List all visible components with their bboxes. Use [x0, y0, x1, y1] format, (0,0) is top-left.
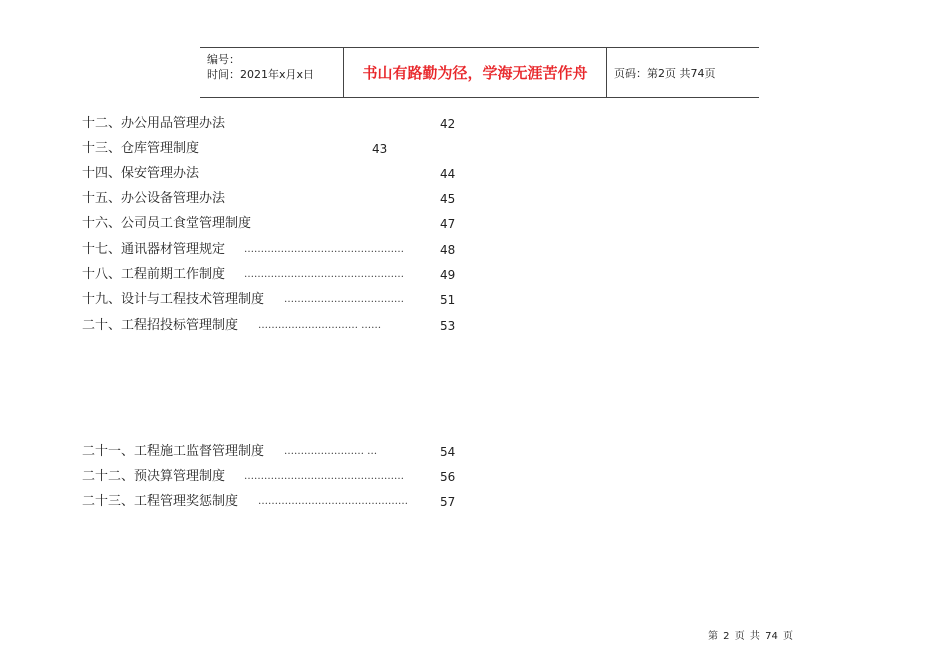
toc-title: 二十、工程招投标管理制度: [82, 318, 239, 333]
toc-title: 十四、保安管理办法: [82, 166, 200, 181]
toc-leader: ………………………………: [284, 294, 404, 305]
toc-row[interactable]: [82, 468, 462, 486]
header-meta: [200, 48, 344, 97]
toc-row[interactable]: [82, 443, 462, 461]
toc-leader: ………………………………………: [258, 496, 408, 507]
header-motto: 书山有路勤为径，学海无涯苦作舟: [344, 48, 607, 97]
toc-title: 二十二、预决算管理制度: [82, 469, 226, 484]
toc-page: 49: [440, 268, 456, 282]
toc-page: 47: [440, 217, 456, 231]
toc-leader: …………………………………………: [244, 269, 404, 280]
toc-page: 44: [440, 167, 456, 181]
toc-title: 十八、工程前期工作制度: [82, 267, 226, 282]
header-page-info: 页码：第2页 共74页: [614, 66, 716, 80]
toc-row[interactable]: [82, 266, 462, 284]
toc-leader: …………………………………………: [244, 471, 404, 482]
toc-title: 十九、设计与工程技术管理制度: [82, 292, 265, 307]
toc-leader: …………………………………………: [244, 244, 404, 255]
toc-page: 48: [440, 243, 456, 257]
toc-page: 45: [440, 192, 456, 206]
page-header: [200, 47, 759, 98]
toc-title: 十三、仓库管理制度: [82, 141, 200, 156]
toc-title: 二十一、工程施工监督管理制度: [82, 444, 265, 459]
toc-page: 56: [440, 470, 456, 484]
toc-title: 十六、公司员工食堂管理制度: [82, 216, 252, 231]
doc-date: 时间：2021年x月x日: [207, 68, 315, 81]
toc-row[interactable]: [82, 241, 462, 259]
toc-page: 57: [440, 495, 456, 509]
toc-row[interactable]: [82, 493, 462, 511]
doc-number-label: 编号：: [207, 53, 240, 66]
toc-title: 二十三、工程管理奖惩制度: [82, 494, 239, 509]
toc-row[interactable]: [82, 140, 462, 158]
toc-row[interactable]: [82, 291, 462, 309]
toc-title: 十二、办公用品管理办法: [82, 116, 226, 131]
toc-row[interactable]: [82, 165, 462, 183]
toc-row[interactable]: [82, 190, 462, 208]
toc-page: 43: [372, 142, 388, 156]
toc-page: 53: [440, 319, 456, 333]
toc-leader: …………………… …: [284, 446, 378, 457]
toc-row[interactable]: [82, 317, 462, 335]
page-footer: 第 2 页 共 74 页: [708, 631, 793, 642]
toc-row[interactable]: [82, 115, 462, 133]
toc-title: 十五、办公设备管理办法: [82, 191, 226, 206]
toc-page: 51: [440, 293, 456, 307]
toc-page: 54: [440, 445, 456, 459]
toc-page: 42: [440, 117, 456, 131]
toc-title: 十七、通讯器材管理规定: [82, 242, 226, 257]
toc-leader: ………………………… ……: [258, 320, 382, 331]
toc-row[interactable]: [82, 215, 462, 233]
